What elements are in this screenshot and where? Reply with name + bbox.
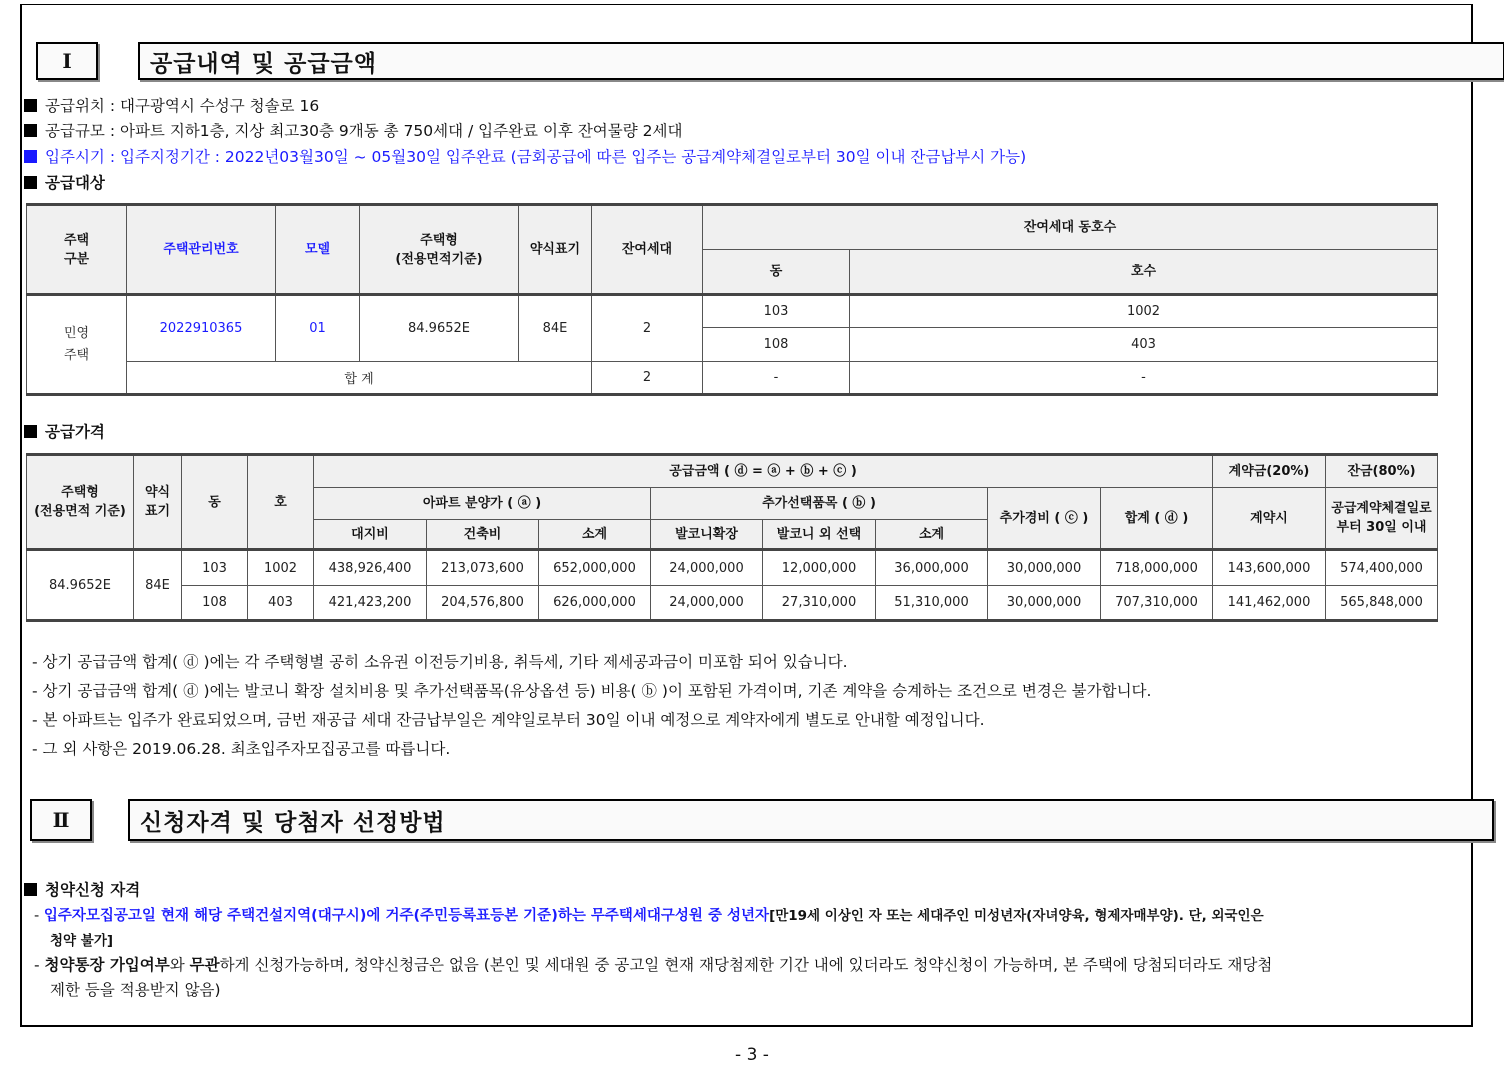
th-dong: 동 — [182, 455, 248, 550]
cell-housing-type: 84.9652E — [27, 550, 134, 621]
cell-sub-b: 51,310,000 — [876, 586, 988, 621]
th-building: 건축비 — [427, 520, 539, 550]
cell-total-ho: - — [850, 362, 1438, 395]
bullet-square-icon — [24, 150, 37, 163]
cell-remaining: 2 — [592, 295, 703, 362]
note-2: - 상기 공급금액 합계( ⓓ )에는 발코니 확장 설치비용 및 추가선택품목(유상옵션 등) 비용( ⓑ )이 포함된 가격이며, 기존 계약을 승계하는 조건으로 변경은 불가합니다. — [32, 682, 1152, 700]
cell-ho: 1002 — [850, 295, 1438, 328]
note-4: - 그 외 사항은 2019.06.28. 최초입주자모집공고를 따릅니다. — [32, 740, 451, 758]
qualification-line1-cont: 청약 불가] — [50, 933, 114, 949]
th-housing-type: 주택형 (전용면적기준) — [360, 205, 519, 295]
th-extra: 추가경비 ( ⓒ ) — [988, 488, 1101, 550]
cell-extra: 30,000,000 — [988, 550, 1101, 586]
cell-sub-a: 652,000,000 — [539, 550, 651, 586]
th-abbr: 약식 표기 — [134, 455, 182, 550]
th-ho: 호 — [248, 455, 314, 550]
qualification-line1: - 입주자모집공고일 현재 해당 주택건설지역(대구시)에 거주(주민등록표등본 기준)하는 무주택세대구성원 중 성년자[만19세 이상인 자 또는 세대주인 미성년자(자녀양육, 형제자매부양). 단, 외국인은 — [34, 908, 1264, 924]
cell-deposit: 141,462,000 — [1213, 586, 1326, 621]
th-deposit: 계약금(20%) — [1213, 455, 1326, 488]
cell-total-dong: - — [703, 362, 850, 395]
cell-mgmt-no: 2022910365 — [127, 295, 276, 362]
th-type: 주택 구분 — [27, 205, 127, 295]
info-scale: 공급규모 : 아파트 지하1층, 지상 최고30층 9개동 총 750세대 / 입주완료 이후 잔여물량 2세대 — [24, 121, 682, 141]
th-remaining: 잔여세대 — [592, 205, 703, 295]
cell-building: 213,073,600 — [427, 550, 539, 586]
cell-balcony: 24,000,000 — [651, 550, 763, 586]
th-abbr: 약식표기 — [519, 205, 592, 295]
bullet-square-icon — [24, 99, 37, 112]
bullet-square-icon — [24, 124, 37, 137]
cell-building: 204,576,800 — [427, 586, 539, 621]
info-location: 공급위치 : 대구광역시 수성구 청솔로 16 — [24, 96, 319, 116]
section1-title: 공급내역 및 공급금액 — [138, 42, 1504, 80]
cell-dong: 103 — [182, 550, 248, 586]
section2-header — [30, 799, 1494, 841]
cell-other: 12,000,000 — [763, 550, 876, 586]
th-mgmt-no: 주택관리번호 — [127, 205, 276, 295]
th-within30: 공급계약체결일로 부터 30일 이내 — [1326, 488, 1438, 550]
supply-target-table — [26, 203, 1438, 396]
cell-balance: 574,400,000 — [1326, 550, 1438, 586]
note-1: - 상기 공급금액 합계( ⓓ )에는 각 주택형별 공히 소유권 이전등기비용, 취득세, 기타 제세공과금이 미포함 되어 있습니다. — [32, 653, 848, 671]
cell-total: 707,310,000 — [1101, 586, 1213, 621]
th-balcony: 발코니확장 — [651, 520, 763, 550]
qualification-resident-text: 입주자모집공고일 현재 해당 주택건설지역(대구시)에 거주(주민등록표등본 기준)하는 무주택세대구성원 중 성년자 — [43, 908, 770, 924]
th-subtotal-a: 소계 — [539, 520, 651, 550]
bullet-square-icon — [24, 176, 37, 189]
price-heading: 공급가격 — [24, 422, 105, 442]
cell-abbr: 84E — [134, 550, 182, 621]
cell-sub-b: 36,000,000 — [876, 550, 988, 586]
cell-other: 27,310,000 — [763, 586, 876, 621]
page-number: - 3 - — [735, 1045, 769, 1065]
section2-number: Ⅱ — [30, 799, 92, 841]
th-apt-price: 아파트 분양가 ( ⓐ ) — [314, 488, 651, 520]
cell-total-remaining: 2 — [592, 362, 703, 395]
bullet-square-icon — [24, 425, 37, 438]
qualification-line2: - 청약통장 가입여부와 무관하게 신청가능하며, 청약신청금은 없음 (본인 및 세대원 중 공고일 현재 재당첨제한 기간 내에 있더라도 청약신청이 가능하며, 본 주택에 당첨되더라도 재당첨 — [34, 956, 1273, 974]
cell-land: 421,423,200 — [314, 586, 427, 621]
cell-dong: 108 — [182, 586, 248, 621]
section1-header — [36, 42, 1504, 80]
th-remaining-units: 잔여세대 동호수 — [703, 205, 1438, 250]
cell-type: 민영 주택 — [27, 295, 127, 395]
th-land: 대지비 — [314, 520, 427, 550]
th-other-opt: 발코니 외 선택 — [763, 520, 876, 550]
supply-price-table — [26, 453, 1438, 622]
cell-housing-type: 84.9652E — [360, 295, 519, 362]
th-ho: 호수 — [850, 250, 1438, 295]
qualification-age-text: [만19세 이상인 자 또는 세대주인 미성년자(자녀양육, 형제자매부양). 단, 외국인은 — [769, 908, 1264, 924]
section2-title: 신청자격 및 당첨자 선정방법 — [128, 799, 1494, 841]
section1-number: Ⅰ — [36, 42, 98, 80]
th-model: 모델 — [276, 205, 360, 295]
cell-land: 438,926,400 — [314, 550, 427, 586]
cell-total: 718,000,000 — [1101, 550, 1213, 586]
cell-ho: 403 — [850, 328, 1438, 362]
target-heading: 공급대상 — [24, 173, 105, 193]
th-housing-type: 주택형 (전용면적 기준) — [27, 455, 134, 550]
cell-ho: 1002 — [248, 550, 314, 586]
info-movein: 입주시기 : 입주지정기간 : 2022년03월30일 ~ 05월30일 입주완료 (금회공급에 따른 입주는 공급계약체결일로부터 30일 이내 잔금납부시 가능) — [24, 147, 1026, 167]
cell-ho: 403 — [248, 586, 314, 621]
th-balance: 잔금(80%) — [1326, 455, 1438, 488]
cell-extra: 30,000,000 — [988, 586, 1101, 621]
cell-sub-a: 626,000,000 — [539, 586, 651, 621]
th-total: 합계 ( ⓓ ) — [1101, 488, 1213, 550]
cell-balcony: 24,000,000 — [651, 586, 763, 621]
cell-balance: 565,848,000 — [1326, 586, 1438, 621]
th-dong: 동 — [703, 250, 850, 295]
cell-deposit: 143,600,000 — [1213, 550, 1326, 586]
table-row — [27, 295, 1438, 328]
cell-total-label: 합 계 — [127, 362, 592, 395]
cell-dong: 103 — [703, 295, 850, 328]
qualification-line2-cont: 제한 등을 적용받지 않음) — [50, 981, 221, 999]
table-row — [27, 550, 1438, 586]
total-row — [27, 362, 1438, 395]
qualification-heading: 청약신청 자격 — [24, 880, 140, 900]
cell-abbr: 84E — [519, 295, 592, 362]
cell-dong: 108 — [703, 328, 850, 362]
th-supply-amount: 공급금액 ( ⓓ = ⓐ + ⓑ + ⓒ ) — [314, 455, 1213, 488]
note-3: - 본 아파트는 입주가 완료되었으며, 금번 재공급 세대 잔금납부일은 계약일로부터 30일 이내 예정으로 계약자에게 별도로 안내할 예정입니다. — [32, 711, 985, 729]
cell-model: 01 — [276, 295, 360, 362]
th-options: 추가선택품목 ( ⓑ ) — [651, 488, 988, 520]
table-row — [27, 586, 1438, 621]
bullet-square-icon — [24, 883, 37, 896]
th-at-contract: 계약시 — [1213, 488, 1326, 550]
th-subtotal-b: 소계 — [876, 520, 988, 550]
